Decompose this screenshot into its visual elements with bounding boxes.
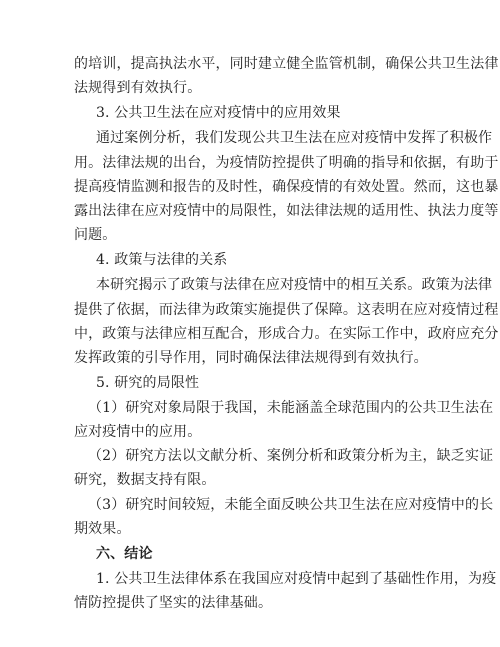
list-item-line: （3）研究时间较短，未能全面反映公共卫生法在应对疫情中的长 [88, 497, 494, 513]
list-item-line: （2）研究方法以文献分析、案例分析和政策分析为主，缺乏实证 [88, 448, 494, 464]
paragraph-line: 露出法律在应对疫情中的局限性，如法律法规的适用性、执法力度等 [74, 203, 499, 219]
paragraph-line: 发挥政策的引导作用，同时确保法律法规得到有效执行。 [74, 350, 428, 366]
list-item-line: （1）研究对象局限于我国，未能涵盖全球范围内的公共卫生法在 [88, 400, 494, 416]
subsection-heading-3: 3. 公共卫生法在应对疫情中的应用效果 [96, 105, 341, 121]
section-heading-conclusion: 六、结论 [96, 546, 153, 562]
paragraph-line: 的培训，提高执法水平，同时建立健全监管机制，确保公共卫生法律 [74, 56, 499, 72]
paragraph-line: 提高疫情监测和报告的及时性，确保疫情的有效处置。然而，这也暴 [74, 179, 499, 195]
paragraph-line: 本研究揭示了政策与法律在应对疫情中的相互关系。政策为法律 [96, 277, 493, 293]
subsection-heading-4: 4. 政策与法律的关系 [96, 252, 228, 268]
paragraph-line: 中，政策与法律应相互配合，形成合力。在实际工作中，政府应充分 [74, 326, 499, 342]
paragraph-line: 1. 公共卫生法律体系在我国应对疫情中起到了基础性作用，为疫 [96, 571, 497, 587]
subsection-heading-5: 5. 研究的局限性 [96, 375, 200, 391]
paragraph-line: 问题。 [74, 227, 117, 243]
paragraph-line: 情防控提供了坚实的法律基础。 [74, 595, 273, 611]
list-item-line: 研究，数据支持有限。 [74, 472, 216, 488]
list-item-line: 期效果。 [74, 521, 131, 537]
paragraph-line: 提供了依据，而法律为政策实施提供了保障。这表明在应对疫情过程 [74, 302, 499, 318]
paragraph-line: 用。法律法规的出台，为疫情防控提供了明确的指导和依据，有助于 [74, 155, 499, 171]
list-item-line: 应对疫情中的应用。 [74, 424, 202, 440]
paragraph-line: 通过案例分析，我们发现公共卫生法在应对疫情中发挥了积极作 [96, 130, 493, 146]
paragraph-line: 法规得到有效执行。 [74, 80, 202, 96]
